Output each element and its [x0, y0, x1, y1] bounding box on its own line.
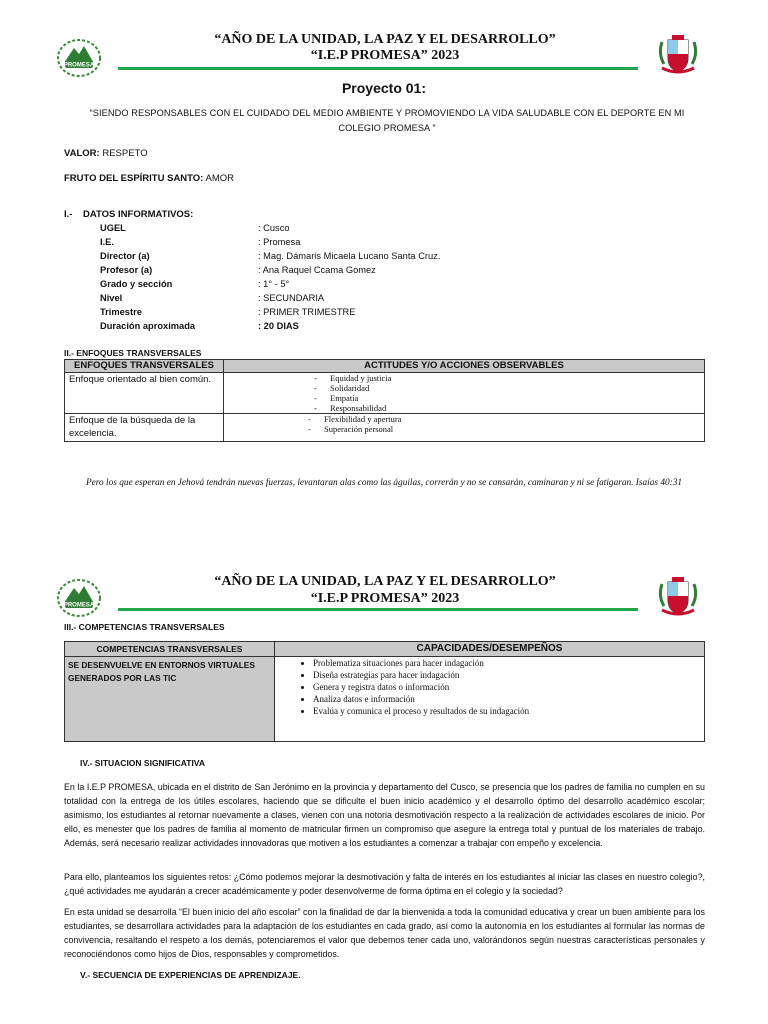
page-header — [0, 0, 768, 80]
header-year-title: “AÑO DE LA UNIDAD, LA PAZ Y EL DESARROLLO” — [214, 574, 556, 589]
datos-row — [100, 293, 520, 307]
table-row — [65, 657, 705, 742]
datos-row — [100, 279, 520, 293]
competencias-heading: III.- COMPETENCIAS TRANSVERSALES — [64, 622, 225, 632]
header-school-title: “I.E.P PROMESA” 2023 — [310, 591, 460, 606]
datos-key: Grado y sección — [100, 279, 173, 289]
datos-row — [100, 265, 520, 279]
acciones-cell — [224, 373, 705, 414]
datos-key: I.E. — [100, 237, 114, 247]
datos-row — [100, 237, 520, 251]
situacion-paragraph-3: En esta unidad se desarrolla “El buen inicio del año escolar” con la finalidad de dar la bienvenida a toda la comunidad educativa y crear un buen ambiente para los estudiantes, se desarrollara actividades para la adaptación de los estudiantes en cada grado, así como la autonomía en los estudiantes al formular las normas de convivencia, resaltando el respeto a los demás, potenciaremos el valor que debemos tener cada uno, valorándonos según nuestras características personales y reconociéndonos como hijos de Dios, responsables y comprometidos. — [64, 907, 705, 959]
secuencia-heading: V.- SECUENCIA DE EXPERIENCIAS DE APRENDIZAJE. — [80, 970, 301, 980]
promesa-logo-icon — [56, 576, 102, 618]
valor-label: VALOR: — [64, 148, 100, 159]
datos-key: Trimestre — [100, 307, 142, 317]
datos-heading: I.- DATOS INFORMATIVOS: — [64, 209, 194, 220]
table-row — [65, 373, 705, 414]
datos-value: : 1° - 5° — [258, 279, 290, 289]
datos-value: : SECUNDARIA — [258, 293, 325, 303]
list-item: • Analiza datos e información — [313, 693, 700, 705]
list-item: - Equidad y justicia — [314, 373, 700, 383]
fruto-value: AMOR — [205, 173, 234, 184]
datos-row — [100, 321, 520, 335]
enfoques-table — [64, 359, 705, 442]
svg-text:PROMESA: PROMESA — [63, 62, 95, 69]
svg-text:PROMESA: PROMESA — [63, 602, 95, 609]
capacidades-col-header: CAPACIDADES/DESEMPEÑOS — [275, 642, 705, 657]
list-item: • Diseña estrategias para hacer indagación — [313, 669, 700, 681]
list-item: - Solidaridad — [314, 383, 700, 393]
situacion-paragraph-2: Para ello, planteamos los siguientes retos: ¿Cómo podemos mejorar la desmotivación y falta de interés en los estudiantes al iniciar las clases en nuestro colegio?, ¿qué actividades me ayudarán a crecer académicamente y poder desenvolverme de forma óptima en el colegio y la sociedad? — [64, 872, 705, 896]
promesa-logo-icon — [56, 36, 102, 78]
peru-coat-of-arms-icon — [656, 32, 700, 76]
datos-value: : Cusco — [258, 223, 290, 233]
page-gap — [0, 540, 768, 560]
datos-value: : 20 DIAS — [258, 321, 299, 331]
datos-row — [100, 251, 520, 265]
header-green-bar — [118, 608, 638, 611]
datos-key: Director (a) — [100, 251, 150, 261]
header-school-title: “I.E.P PROMESA” 2023 — [310, 48, 460, 63]
competencias-table — [64, 641, 705, 742]
datos-key: Profesor (a) — [100, 265, 153, 275]
competencia-cell: SE DESENVUELVE EN ENTORNOS VIRTUALES GENERADOS POR LAS TIC — [65, 657, 275, 742]
datos-key: Nivel — [100, 293, 123, 303]
situacion-heading: IV.- SITUACION SIGNIFICATIVA — [80, 758, 205, 768]
project-quote: “SIENDO RESPONSABLES CON EL CUIDADO DEL MEDIO AMBIENTE Y PROMOVIENDO LA VIDA SALUDABLE CON EL DEPORTE EN MI COLEGIO PROMESA ” — [89, 108, 685, 133]
datos-value: : PRIMER TRIMESTRE — [258, 307, 356, 317]
header-green-bar — [118, 67, 638, 70]
datos-row — [100, 223, 520, 237]
list-item: • Evalúa y comunica el proceso y resultados de su indagación — [313, 705, 700, 717]
datos-value: : Mag. Dámaris Micaela Lucano Santa Cruz. — [258, 251, 441, 261]
list-item: • Genera y registra datos o información — [313, 681, 700, 693]
datos-value: : Ana Raquel Ccama Gomez — [258, 265, 376, 275]
list-item: - Responsabilidad — [314, 403, 700, 413]
list-item: • Problematiza situaciones para hacer indagación — [313, 657, 700, 669]
enfoques-col-header: ENFOQUES TRANSVERSALES — [65, 360, 224, 373]
header-year-title: “AÑO DE LA UNIDAD, LA PAZ Y EL DESARROLLO” — [214, 32, 556, 47]
datos-value: : Promesa — [258, 237, 301, 247]
valor-line — [64, 148, 148, 159]
valor-value: RESPETO — [102, 148, 148, 159]
project-title: Proyecto 01: — [341, 80, 427, 96]
enfoque-cell: Enfoque orientado al bien común. — [65, 373, 224, 414]
acciones-col-header: ACTITUDES Y/O ACCIONES OBSERVABLES — [224, 360, 705, 373]
situacion-paragraph-1: En la I.E.P PROMESA, ubicada en el distrito de San Jerónimo en la provincia y departamento del Cusco, se presencia que los padres de familia no cumplen en su totalidad con la entrega de los útiles escolares, haciendo que se dificulte el buen inicio académico y el desarrollo óptimo del desarrollo académico escolar; asimismo, los estudiantes al retornar nuevamente a clases, vienen con una notoria desmotivación respecto a la realización de actividades escolares de inicio. Por ello, es menester que los padres de familia al momento de matricular firmen un compromiso que asegure la entrega total y puntual de los materiales de trabajo. Además, será necesario realizar actividades innovadoras que motiven a los estudiantes a comenzar a trabajar con empeño y excelencia. — [64, 782, 705, 848]
enfoque-cell: Enfoque de la búsqueda de la excelencia. — [65, 414, 224, 442]
bible-verse: Pero los que esperan en Jehová tendrán nuevas fuerzas, levantaran alas como las águilas, correrán y no se cansarán, caminaran y ni se fatigaran. Isaías 40:31 — [85, 478, 683, 488]
list-item: - Flexibilidad y apertura — [308, 414, 700, 424]
fruto-label: FRUTO DEL ESPÍRITU SANTO: — [64, 173, 204, 184]
competencias-col-header: COMPETENCIAS TRANSVERSALES — [65, 642, 275, 657]
capacidades-cell — [275, 657, 705, 742]
datos-key: Duración aproximada — [100, 321, 196, 331]
table-row — [65, 414, 705, 442]
list-item: - Superación personal — [308, 424, 700, 434]
datos-row — [100, 307, 520, 321]
datos-key: UGEL — [100, 223, 126, 233]
list-item: - Empatía — [314, 393, 700, 403]
acciones-cell — [224, 414, 705, 442]
peru-coat-of-arms-icon — [656, 574, 700, 618]
fruto-line — [64, 173, 234, 184]
enfoques-heading: II.- ENFOQUES TRANSVERSALES — [64, 348, 202, 358]
